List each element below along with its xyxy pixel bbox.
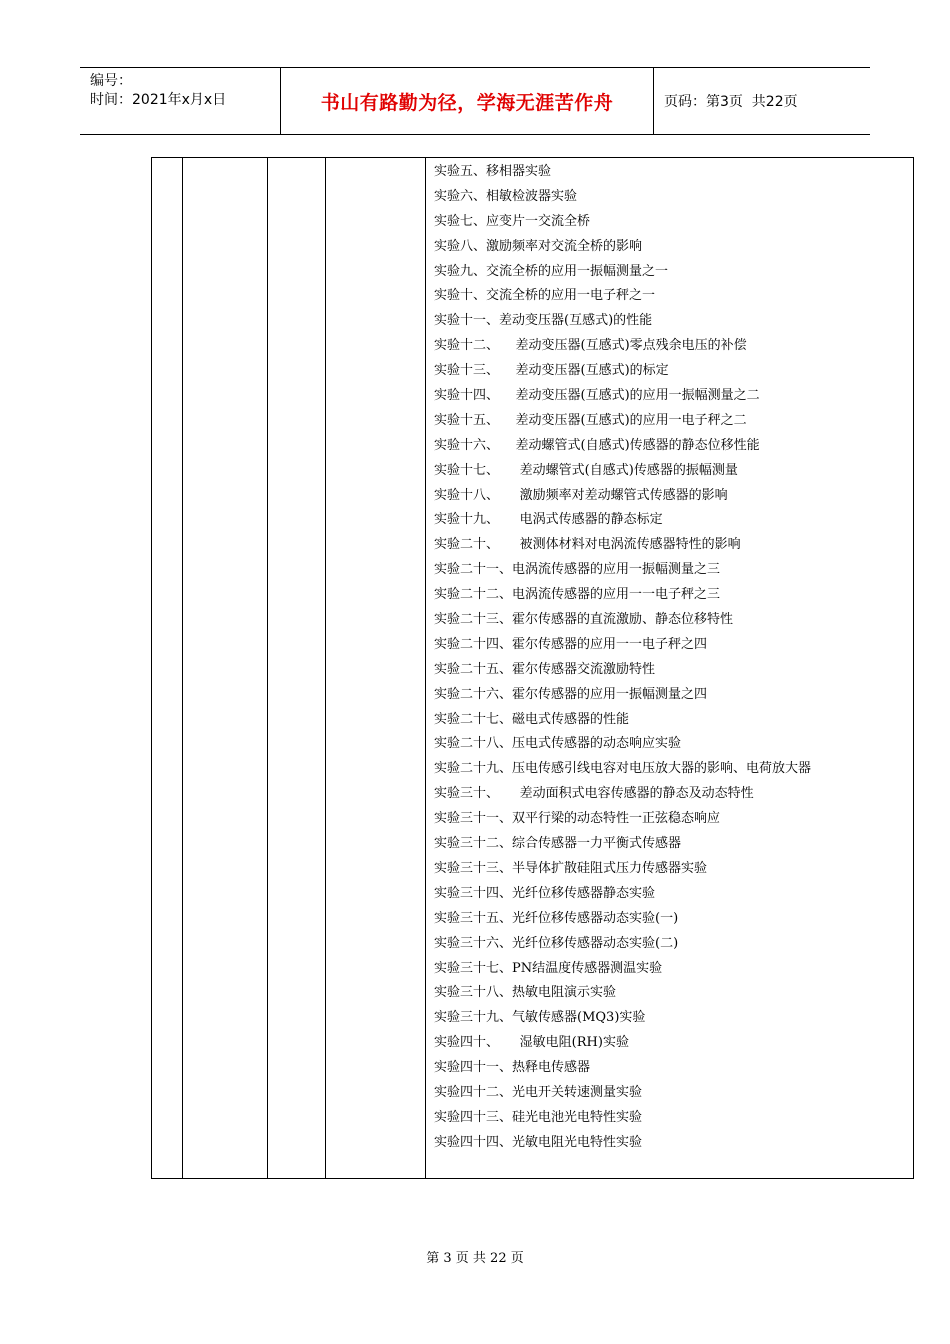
experiment-number: 实验三十九、	[434, 1010, 513, 1026]
experiment-number: 实验十二、	[434, 338, 516, 354]
list-item	[434, 782, 811, 807]
list-item	[434, 235, 811, 260]
experiment-number: 实验三十二、	[434, 836, 513, 852]
experiment-title: 差动变压器(互感式)的性能	[499, 313, 653, 329]
list-item	[434, 284, 811, 309]
list-item	[434, 957, 811, 982]
experiment-number: 实验十七、	[434, 462, 520, 478]
list-item	[434, 409, 811, 434]
experiment-title: 差动变压器(互感式)的标定	[515, 363, 669, 379]
experiment-title: 半导体扩散硅阻式压力传感器实验	[512, 860, 708, 876]
list-item	[434, 558, 811, 583]
list-item	[434, 1081, 811, 1106]
table-column-divider	[325, 158, 326, 1178]
list-item	[434, 1006, 811, 1031]
experiment-number: 实验三十七、	[434, 960, 513, 976]
list-item	[434, 309, 811, 334]
experiment-title: 磁电式传感器的性能	[512, 711, 630, 727]
list-item	[434, 1056, 811, 1081]
experiment-number: 实验二十、	[434, 537, 520, 553]
experiment-title: 电涡流传感器的应用一一电子秤之三	[512, 587, 721, 603]
experiment-title: 电涡式传感器的静态标定	[519, 512, 663, 528]
experiment-title: 电涡流传感器的应用一振幅测量之三	[512, 562, 721, 578]
experiment-title: 差动变压器(互感式)的应用一振幅测量之二	[515, 388, 760, 404]
experiment-title: 差动变压器(互感式)零点残余电压的补偿	[515, 338, 747, 354]
list-item	[434, 508, 811, 533]
experiment-title: 被测体材料对电涡流传感器特性的影响	[519, 537, 741, 553]
list-item	[434, 459, 811, 484]
list-item	[434, 1106, 811, 1131]
experiment-number: 实验四十二、	[434, 1084, 513, 1100]
experiment-title: 光纤位移传感器静态实验	[512, 885, 656, 901]
experiment-list	[434, 160, 811, 1156]
experiment-title: 压电式传感器的动态响应实验	[512, 736, 682, 752]
experiment-title: 压电传感引线电容对电压放大器的影响、电荷放大器	[512, 761, 812, 777]
experiment-number: 实验九、	[434, 263, 487, 279]
experiment-title: 湿敏电阻(RH)实验	[519, 1035, 629, 1051]
list-item	[434, 484, 811, 509]
list-item	[434, 260, 811, 285]
list-item	[434, 882, 811, 907]
experiment-number: 实验二十二、	[434, 587, 513, 603]
experiment-number: 实验二十三、	[434, 612, 513, 628]
footer-page-number: 第 3 页 共 22 页	[426, 1251, 524, 1266]
experiment-title: 差动螺管式(自感式)传感器的静态位移性能	[515, 437, 760, 453]
experiment-number: 实验十四、	[434, 388, 516, 404]
experiment-number: 实验三十、	[434, 786, 520, 802]
experiment-title: 硅光电池光电特性实验	[512, 1109, 643, 1125]
experiment-title: 霍尔传感器的应用一振幅测量之四	[512, 686, 708, 702]
header-page-info-text: 页码：第3页 共22页	[664, 94, 798, 110]
experiment-number: 实验十一、	[434, 313, 500, 329]
list-item	[434, 185, 811, 210]
experiment-number: 实验十、	[434, 288, 487, 304]
experiment-title: PN结温度传感器测温实验	[512, 960, 663, 976]
table-column-divider	[425, 158, 426, 1178]
experiment-number: 实验十三、	[434, 363, 516, 379]
list-item	[434, 359, 811, 384]
experiment-number: 实验十五、	[434, 412, 516, 428]
list-item	[434, 857, 811, 882]
table-column-divider	[267, 158, 268, 1178]
table-column-divider	[182, 158, 183, 1178]
list-item	[434, 757, 811, 782]
page-footer	[0, 1247, 950, 1266]
experiment-number: 实验三十一、	[434, 811, 513, 827]
experiment-title: 交流全桥的应用一振幅测量之一	[486, 263, 669, 279]
experiment-number: 实验五、	[434, 164, 487, 179]
experiment-title: 光电开关转速测量实验	[512, 1084, 643, 1100]
doc-time-label: 时间：2021年x月x日	[90, 92, 227, 108]
experiment-number: 实验八、	[434, 238, 487, 254]
experiment-title: 气敏传感器(MQ3)实验	[512, 1010, 646, 1026]
list-item	[434, 434, 811, 459]
experiment-title: 热释电传感器	[512, 1060, 591, 1076]
list-item	[434, 210, 811, 235]
experiment-title: 光纤位移传感器动态实验(二)	[512, 935, 679, 951]
experiment-number: 实验二十九、	[434, 761, 513, 777]
experiment-number: 实验二十六、	[434, 686, 513, 702]
experiment-number: 实验三十六、	[434, 935, 513, 951]
experiment-table	[151, 157, 914, 1179]
experiment-title: 差动面积式电容传感器的静态及动态特性	[519, 786, 754, 802]
doc-number-label: 编号：	[90, 73, 132, 89]
experiment-title: 相敏检波器实验	[486, 188, 578, 204]
experiment-number: 实验十八、	[434, 487, 520, 503]
header-slogan: 书山有路勤为径，学海无涯苦作舟	[281, 68, 654, 134]
experiment-number: 实验三十四、	[434, 885, 513, 901]
list-item	[434, 533, 811, 558]
list-item	[434, 732, 811, 757]
experiment-title: 热敏电阻演示实验	[512, 985, 617, 1001]
list-item	[434, 583, 811, 608]
page-header	[80, 67, 870, 135]
list-item	[434, 1031, 811, 1056]
experiment-title: 光纤位移传感器动态实验(一)	[512, 910, 679, 926]
experiment-title: 霍尔传感器的直流激励、静态位移特性	[512, 612, 734, 628]
experiment-number: 实验十六、	[434, 437, 516, 453]
list-item	[434, 160, 811, 185]
experiment-number: 实验二十七、	[434, 711, 513, 727]
experiment-number: 实验二十四、	[434, 636, 513, 652]
experiment-title: 移相器实验	[486, 164, 552, 179]
experiment-title: 激励频率对差动螺管式传感器的影响	[519, 487, 728, 503]
experiment-title: 综合传感器一力平衡式传感器	[512, 836, 682, 852]
list-item	[434, 807, 811, 832]
experiment-number: 实验六、	[434, 188, 487, 204]
experiment-number: 实验二十八、	[434, 736, 513, 752]
experiment-number: 实验十九、	[434, 512, 520, 528]
list-item	[434, 334, 811, 359]
experiment-title: 差动螺管式(自感式)传感器的振幅测量	[519, 462, 738, 478]
experiment-title: 霍尔传感器的应用一一电子秤之四	[512, 636, 708, 652]
list-item	[434, 633, 811, 658]
experiment-title: 应变片一交流全桥	[486, 213, 591, 229]
experiment-number: 实验四十三、	[434, 1109, 513, 1125]
experiment-number: 实验二十一、	[434, 562, 513, 578]
experiment-number: 实验二十五、	[434, 661, 513, 677]
header-page-info	[654, 68, 870, 134]
list-item	[434, 384, 811, 409]
experiment-title: 交流全桥的应用一电子秤之一	[486, 288, 656, 304]
experiment-number: 实验四十一、	[434, 1060, 513, 1076]
list-item	[434, 683, 811, 708]
experiment-title: 双平行梁的动态特性一正弦稳态响应	[512, 811, 721, 827]
experiment-number: 实验四十、	[434, 1035, 520, 1051]
list-item	[434, 708, 811, 733]
list-item	[434, 981, 811, 1006]
experiment-title: 差动变压器(互感式)的应用一电子秤之二	[515, 412, 747, 428]
list-item	[434, 1131, 811, 1156]
list-item	[434, 907, 811, 932]
experiment-title: 激励频率对交流全桥的影响	[486, 238, 643, 254]
experiment-number: 实验四十四、	[434, 1134, 513, 1150]
experiment-title: 霍尔传感器交流激励特性	[512, 661, 656, 677]
list-item	[434, 932, 811, 957]
experiment-number: 实验三十八、	[434, 985, 513, 1001]
experiment-number: 实验七、	[434, 213, 487, 229]
experiment-number: 实验三十五、	[434, 910, 513, 926]
list-item	[434, 832, 811, 857]
experiment-title: 光敏电阻光电特性实验	[512, 1134, 643, 1150]
list-item	[434, 608, 811, 633]
experiment-number: 实验三十三、	[434, 860, 513, 876]
header-meta	[80, 68, 281, 134]
list-item	[434, 658, 811, 683]
